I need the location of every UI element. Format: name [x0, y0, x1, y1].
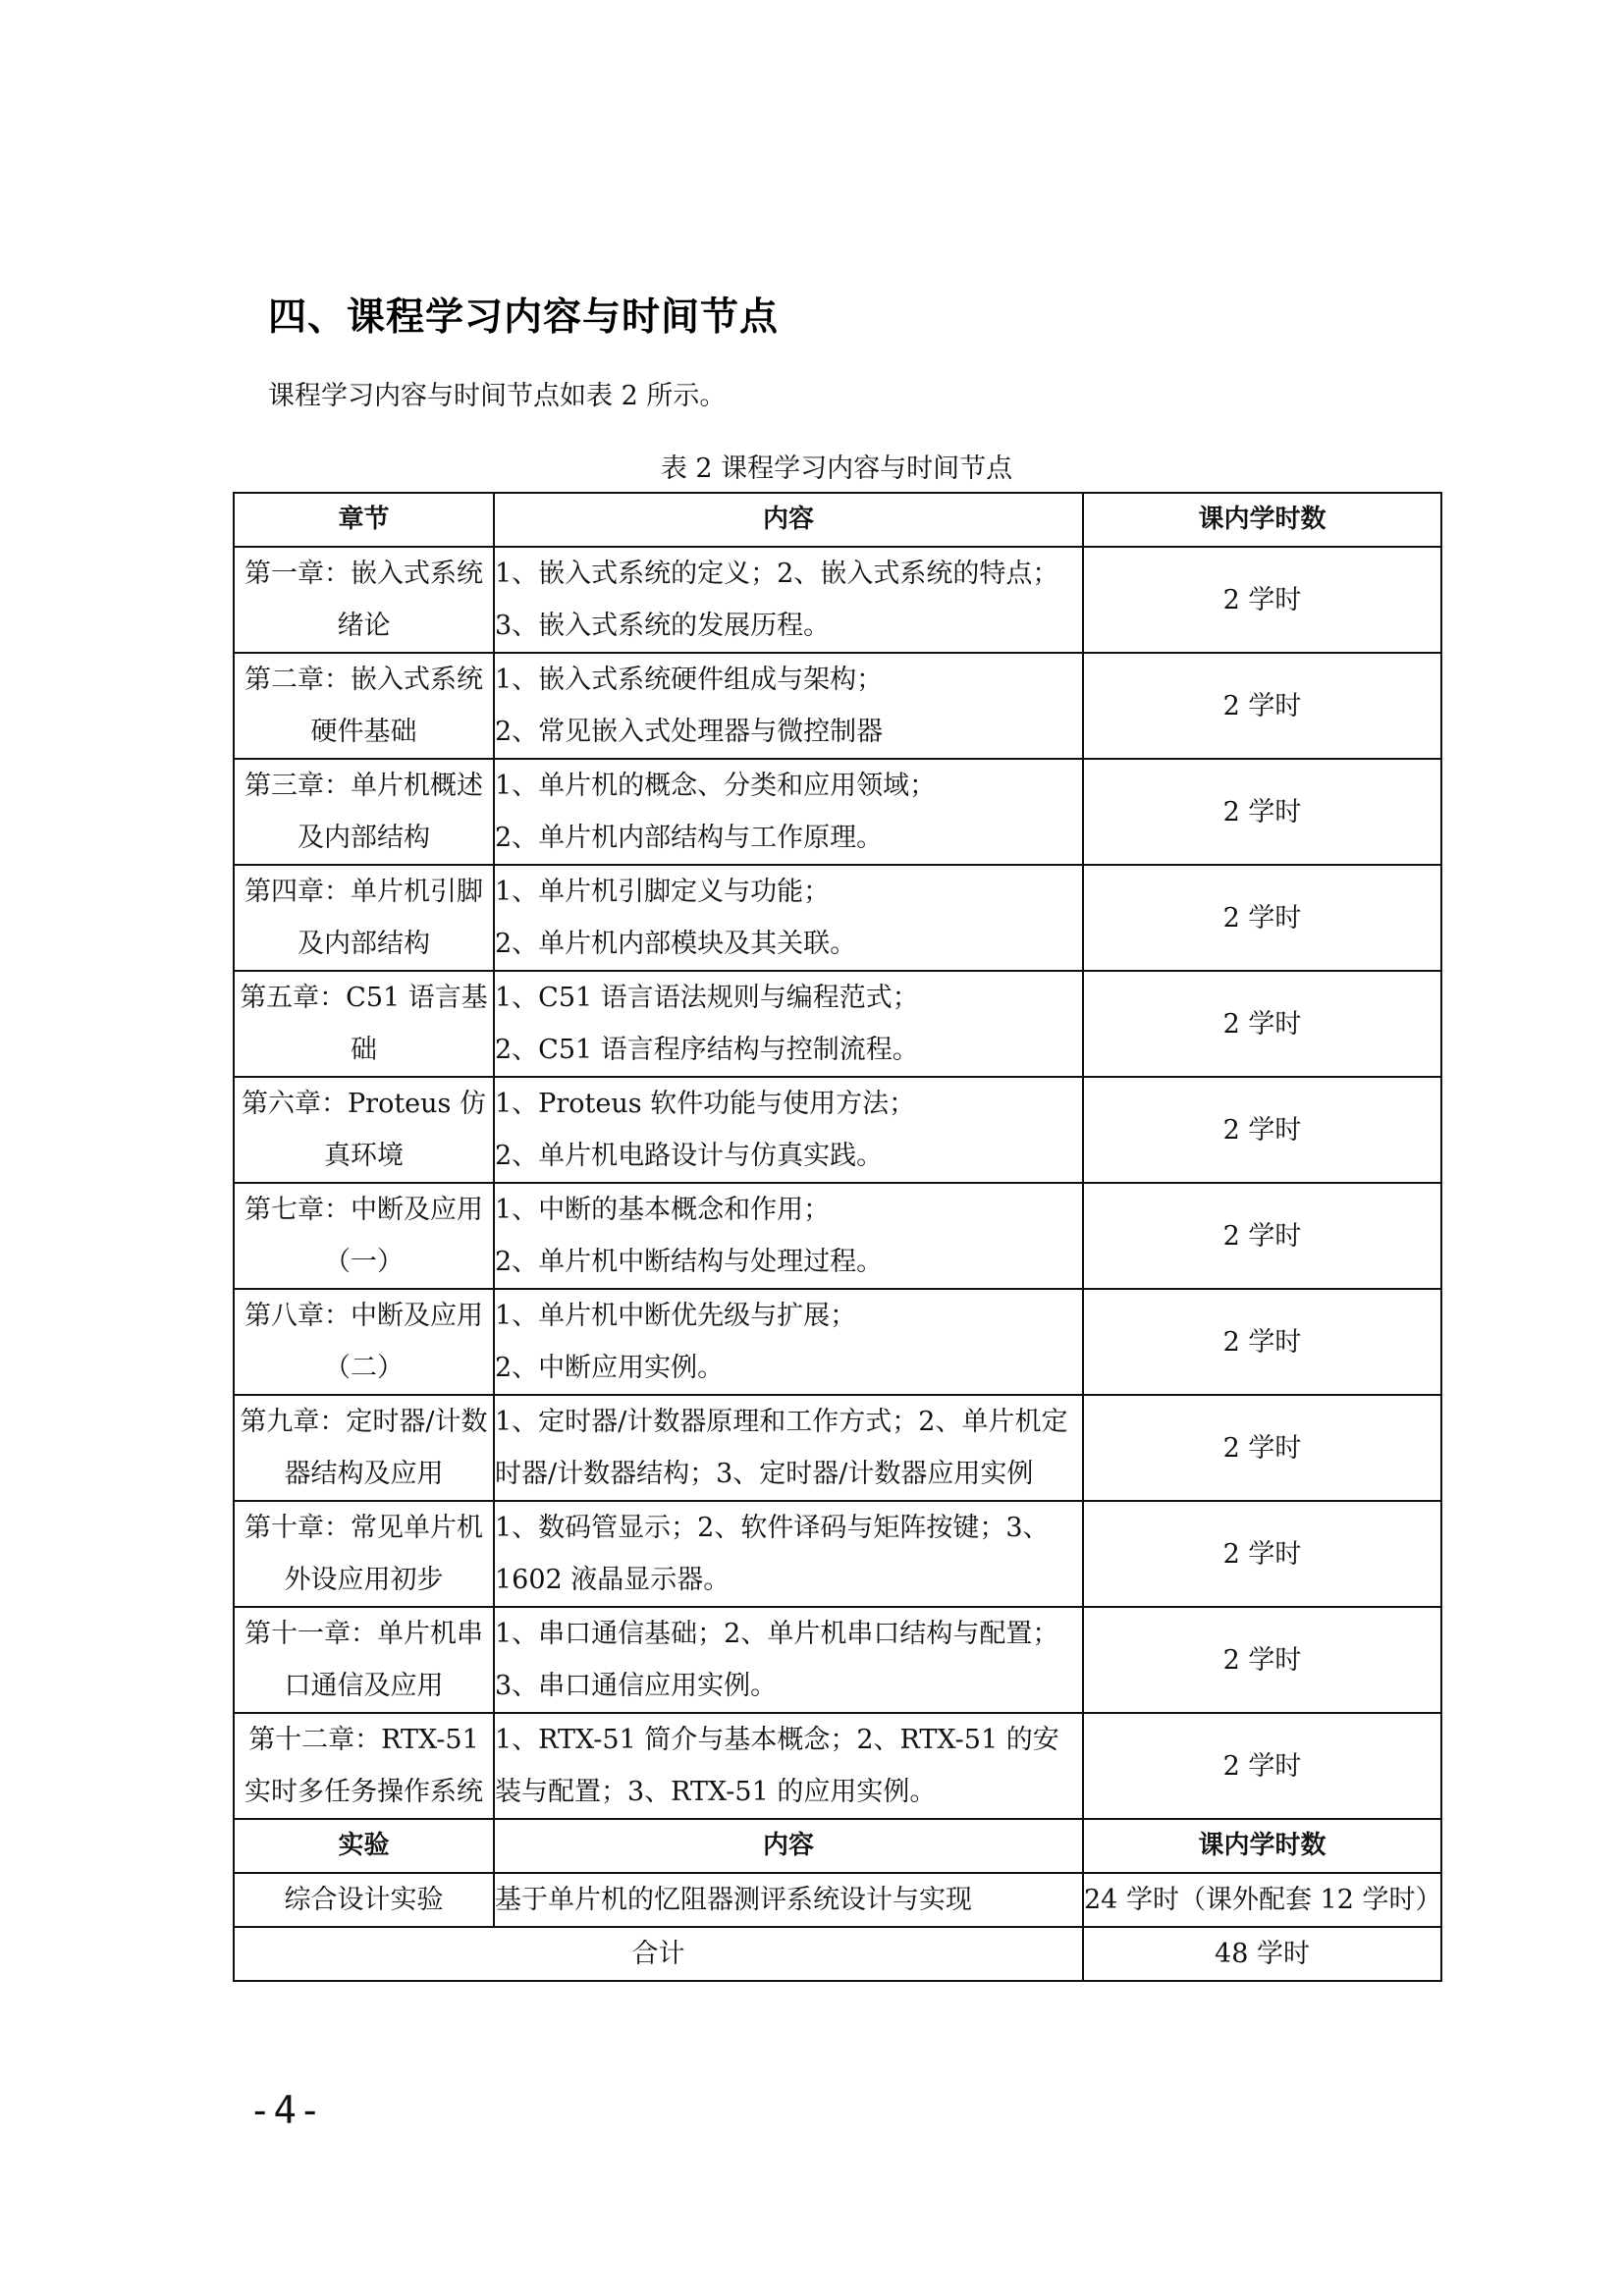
hours-cell: 2 学时 — [1083, 1501, 1441, 1607]
content-cell — [494, 1183, 1083, 1289]
content-cell: 1、定时器/计数器原理和工作方式；2、单片机定时器/计数器结构；3、定时器/计数器应用实例 — [494, 1395, 1083, 1501]
content-cell: 1、嵌入式系统的定义；2、嵌入式系统的特点；3、嵌入式系统的发展历程。 — [494, 547, 1083, 653]
schedule-table — [233, 492, 1442, 1982]
content-line: 2、单片机内部结构与工作原理。 — [495, 823, 884, 853]
chapter-cell: 第六章：Proteus 仿真环境 — [234, 1077, 494, 1183]
hours-cell: 2 学时 — [1083, 1607, 1441, 1713]
content-line: 2、单片机内部模块及其关联。 — [495, 929, 857, 959]
content-cell: 1、数码管显示；2、软件译码与矩阵按键；3、1602 液晶显示器。 — [494, 1501, 1083, 1607]
content-cell — [494, 759, 1083, 865]
chapter-cell: 第一章：嵌入式系统绪论 — [234, 547, 494, 653]
header-lab: 实验 — [234, 1819, 494, 1873]
total-label-cell: 合计 — [234, 1927, 1083, 1981]
hours-cell: 2 学时 — [1083, 1289, 1441, 1395]
lab-row — [234, 1873, 1441, 1927]
table-row — [234, 547, 1441, 653]
table-row — [234, 1077, 1441, 1183]
header-content: 内容 — [494, 493, 1083, 547]
hours-cell: 2 学时 — [1083, 1395, 1441, 1501]
table-caption: 表 2 课程学习内容与时间节点 — [660, 454, 1013, 484]
table-row — [234, 759, 1441, 865]
header-lab-hours: 课内学时数 — [1083, 1819, 1441, 1873]
hours-cell: 2 学时 — [1083, 547, 1441, 653]
hours-cell: 2 学时 — [1083, 1183, 1441, 1289]
content-cell — [494, 1077, 1083, 1183]
content-line: 2、C51 语言程序结构与控制流程。 — [495, 1035, 919, 1065]
lab-content-cell: 基于单片机的忆阻器测评系统设计与实现 — [494, 1873, 1083, 1927]
hours-cell: 2 学时 — [1083, 865, 1441, 971]
hours-cell: 2 学时 — [1083, 1077, 1441, 1183]
intro-paragraph: 课程学习内容与时间节点如表 2 所示。 — [268, 381, 727, 411]
chapter-cell: 第五章：C51 语言基础 — [234, 971, 494, 1077]
content-line: 2、常见嵌入式处理器与微控制器 — [495, 717, 884, 747]
table-header-row — [234, 493, 1441, 547]
content-line: 2、单片机电路设计与仿真实践。 — [495, 1141, 884, 1171]
content-cell — [494, 653, 1083, 759]
lab-header-row — [234, 1819, 1441, 1873]
hours-cell: 2 学时 — [1083, 653, 1441, 759]
total-row — [234, 1927, 1441, 1981]
hours-cell: 2 学时 — [1083, 1713, 1441, 1819]
table-row — [234, 1607, 1441, 1713]
header-lab-content: 内容 — [494, 1819, 1083, 1873]
content-line: 2、中断应用实例。 — [495, 1353, 725, 1383]
header-hours: 课内学时数 — [1083, 493, 1441, 547]
content-line: 1、中断的基本概念和作用； — [495, 1195, 831, 1225]
content-line: 1、单片机的概念、分类和应用领域； — [495, 771, 937, 801]
header-chapter: 章节 — [234, 493, 494, 547]
content-cell: 1、RTX-51 简介与基本概念；2、RTX-51 的安装与配置；3、RTX-51 的应用实例。 — [494, 1713, 1083, 1819]
lab-hours-cell: 24 学时（课外配套 12 学时） — [1083, 1873, 1441, 1927]
chapter-cell: 第四章：单片机引脚及内部结构 — [234, 865, 494, 971]
lab-name-cell: 综合设计实验 — [234, 1873, 494, 1927]
content-cell — [494, 971, 1083, 1077]
content-cell — [494, 865, 1083, 971]
content-line: 1、C51 语言语法规则与编程范式； — [495, 983, 919, 1013]
chapter-cell: 第三章：单片机概述及内部结构 — [234, 759, 494, 865]
chapter-cell: 第十二章：RTX-51 实时多任务操作系统 — [234, 1713, 494, 1819]
table-row — [234, 1183, 1441, 1289]
chapter-cell: 第八章：中断及应用（二） — [234, 1289, 494, 1395]
chapter-cell: 第七章：中断及应用（一） — [234, 1183, 494, 1289]
total-hours-cell: 48 学时 — [1083, 1927, 1441, 1981]
hours-cell: 2 学时 — [1083, 971, 1441, 1077]
table-row — [234, 653, 1441, 759]
chapter-cell: 第九章：定时器/计数器结构及应用 — [234, 1395, 494, 1501]
table-row — [234, 1395, 1441, 1501]
section-heading: 四、课程学习内容与时间节点 — [268, 295, 780, 340]
table-row — [234, 865, 1441, 971]
hours-cell: 2 学时 — [1083, 759, 1441, 865]
content-line: 1、嵌入式系统硬件组成与架构； — [495, 665, 884, 695]
content-line: 2、单片机中断结构与处理过程。 — [495, 1247, 884, 1277]
table-row — [234, 1289, 1441, 1395]
table-row — [234, 1501, 1441, 1607]
chapter-cell: 第十章：常见单片机外设应用初步 — [234, 1501, 494, 1607]
chapter-cell: 第二章：嵌入式系统硬件基础 — [234, 653, 494, 759]
table-row — [234, 1713, 1441, 1819]
content-line: 1、Proteus 软件功能与使用方法； — [495, 1089, 916, 1119]
content-line: 1、单片机中断优先级与扩展； — [495, 1301, 857, 1331]
content-cell — [494, 1289, 1083, 1395]
page-number: -4- — [248, 2089, 324, 2133]
content-cell: 1、串口通信基础；2、单片机串口结构与配置；3、串口通信应用实例。 — [494, 1607, 1083, 1713]
chapter-cell: 第十一章：单片机串口通信及应用 — [234, 1607, 494, 1713]
content-line: 1、单片机引脚定义与功能； — [495, 877, 831, 907]
table-row — [234, 971, 1441, 1077]
